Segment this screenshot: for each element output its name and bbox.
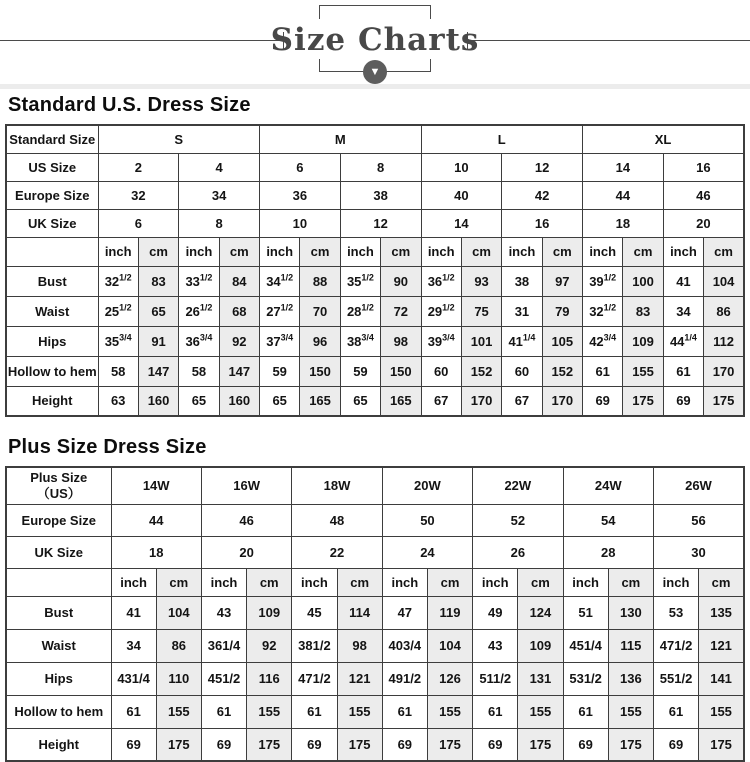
measure-cell: 551/2 (653, 662, 698, 695)
size-group-cell: L (421, 125, 583, 153)
measure-cell: 150 (300, 356, 340, 386)
measure-cell: 175 (608, 728, 653, 761)
measure-cell: 155 (156, 695, 201, 728)
measure-cell: 43 (201, 596, 246, 629)
measure-cell: $37^{3/4}$ (260, 326, 300, 356)
measure-cell: $41^{1/4}$ (502, 326, 542, 356)
measure-cell: 155 (699, 695, 744, 728)
measure-cell: 65 (179, 386, 219, 416)
measure-cell: 104 (427, 629, 472, 662)
corner-label-line: （US） (36, 485, 81, 501)
measure-cell: $35^{1/2}$ (340, 266, 380, 296)
measure-cell: 31 (502, 296, 542, 326)
fraction-superscript: 1/2 (442, 272, 455, 283)
size-cell: 8 (340, 153, 421, 181)
size-cell: 50 (382, 504, 472, 536)
measure-cell: 61 (292, 695, 337, 728)
size-cell: 14 (583, 153, 664, 181)
measure-cell: 69 (292, 728, 337, 761)
unit-header-cell: inch (583, 237, 623, 266)
measure-cell: 104 (704, 266, 744, 296)
unit-header-cell: inch (201, 568, 246, 596)
measure-cell: 130 (608, 596, 653, 629)
fraction-superscript: 1/2 (361, 302, 374, 313)
measure-cell: 403/4 (382, 629, 427, 662)
corner-label-line: Standard Size (9, 131, 96, 147)
size-cell: 20 (201, 536, 291, 568)
measure-cell: $29^{1/2}$ (421, 296, 461, 326)
unit-header-cell: inch (98, 237, 138, 266)
measure-cell: 124 (518, 596, 563, 629)
measure-cell: 45 (292, 596, 337, 629)
unit-header-cell: inch (563, 568, 608, 596)
unit-header-cell: inch (179, 237, 219, 266)
measure-cell: 88 (300, 266, 340, 296)
unit-header-cell: inch (340, 237, 380, 266)
unit-header-cell: cm (247, 568, 292, 596)
measure-cell: 175 (247, 728, 292, 761)
measure-cell: 65 (138, 296, 178, 326)
measure-cell: 101 (461, 326, 501, 356)
unit-header-cell: cm (156, 568, 201, 596)
measure-cell: 91 (138, 326, 178, 356)
unit-header-cell: cm (461, 237, 501, 266)
measure-cell: 69 (563, 728, 608, 761)
measure-cell: 43 (473, 629, 518, 662)
measure-cell: 152 (461, 356, 501, 386)
measure-cell: $35^{3/4}$ (98, 326, 138, 356)
measure-cell: 115 (608, 629, 653, 662)
row-label: Height (6, 386, 98, 416)
measure-cell: 100 (623, 266, 663, 296)
measure-cell: 70 (300, 296, 340, 326)
size-group-cell: 18W (292, 467, 382, 504)
plus-size-table (5, 466, 745, 762)
measure-cell: 69 (382, 728, 427, 761)
measure-cell: 175 (427, 728, 472, 761)
measure-cell: 92 (219, 326, 259, 356)
measure-cell: 471/2 (292, 662, 337, 695)
measure-cell: 170 (704, 356, 744, 386)
measure-cell: 155 (608, 695, 653, 728)
row-label: Hollow to hem (6, 356, 98, 386)
measure-cell: 83 (623, 296, 663, 326)
fraction-superscript: 1/2 (280, 302, 294, 313)
size-group-cell: 22W (473, 467, 563, 504)
measure-cell: 51 (563, 596, 608, 629)
row-label: Hips (6, 662, 111, 695)
measure-cell: 67 (421, 386, 461, 416)
size-group-cell: 16W (201, 467, 291, 504)
measure-cell: 160 (219, 386, 259, 416)
measure-cell: $34^{1/2}$ (260, 266, 300, 296)
measure-cell: 531/2 (563, 662, 608, 695)
measure-cell: 175 (623, 386, 663, 416)
measure-cell: 451/4 (563, 629, 608, 662)
measure-cell: 63 (98, 386, 138, 416)
size-cell: 42 (502, 181, 583, 209)
size-cell: 44 (111, 504, 201, 536)
size-cell: 24 (382, 536, 472, 568)
measure-cell: $39^{3/4}$ (421, 326, 461, 356)
measure-cell: 141 (699, 662, 744, 695)
size-cell: 12 (502, 153, 583, 181)
size-charts-banner (0, 0, 750, 84)
fraction-superscript: 1/2 (199, 272, 213, 283)
measure-cell: $32^{1/2}$ (98, 266, 138, 296)
measure-cell: 69 (653, 728, 698, 761)
size-cell: 52 (473, 504, 563, 536)
size-cell: 22 (292, 536, 382, 568)
size-cell: 32 (98, 181, 179, 209)
measure-cell: 155 (623, 356, 663, 386)
size-cell: 10 (260, 209, 341, 237)
fraction-superscript: 1/2 (119, 302, 132, 313)
measure-cell: 431/4 (111, 662, 156, 695)
measure-cell: 155 (518, 695, 563, 728)
measure-cell: 109 (247, 596, 292, 629)
unit-header-cell: inch (502, 237, 542, 266)
measure-cell: 361/4 (201, 629, 246, 662)
measure-cell: 90 (381, 266, 421, 296)
measure-cell: 135 (699, 596, 744, 629)
fraction-superscript: 3/4 (280, 332, 294, 343)
size-cell: 16 (502, 209, 583, 237)
size-cell: 34 (179, 181, 260, 209)
unit-header-cell: cm (300, 237, 340, 266)
page-title: Size Charts (270, 22, 480, 58)
measure-cell: 98 (337, 629, 382, 662)
unit-header-cell: cm (608, 568, 653, 596)
measure-cell: 41 (111, 596, 156, 629)
measure-cell: 126 (427, 662, 472, 695)
measure-cell: 61 (201, 695, 246, 728)
fraction-superscript: 1/2 (119, 272, 132, 283)
size-group-cell: 20W (382, 467, 472, 504)
measure-cell: 147 (219, 356, 259, 386)
measure-cell: 58 (179, 356, 219, 386)
size-cell: 18 (583, 209, 664, 237)
unit-row-blank-cell (6, 237, 98, 266)
size-group-cell: S (98, 125, 260, 153)
measure-cell: 175 (337, 728, 382, 761)
measure-cell: $27^{1/2}$ (260, 296, 300, 326)
size-cell: 40 (421, 181, 502, 209)
measure-cell: 84 (219, 266, 259, 296)
unit-header-cell: cm (219, 237, 259, 266)
measure-cell: 491/2 (382, 662, 427, 695)
measure-cell: $36^{1/2}$ (421, 266, 461, 296)
measure-cell: 109 (518, 629, 563, 662)
measure-cell: 38 (502, 266, 542, 296)
measure-cell: 72 (381, 296, 421, 326)
size-cell: 20 (663, 209, 744, 237)
size-cell: 54 (563, 504, 653, 536)
measure-cell: 104 (156, 596, 201, 629)
measure-cell: 155 (247, 695, 292, 728)
unit-header-cell: inch (421, 237, 461, 266)
unit-header-cell: cm (699, 568, 744, 596)
measure-cell: 61 (653, 695, 698, 728)
size-cell: 28 (563, 536, 653, 568)
measure-cell: 86 (704, 296, 744, 326)
unit-header-cell: cm (542, 237, 582, 266)
unit-header-cell: cm (704, 237, 744, 266)
size-cell: 18 (111, 536, 201, 568)
measure-cell: 98 (381, 326, 421, 356)
corner-label (6, 467, 111, 504)
measure-cell: $36^{3/4}$ (179, 326, 219, 356)
measure-cell: 175 (704, 386, 744, 416)
measure-cell: 155 (337, 695, 382, 728)
measure-cell: 471/2 (653, 629, 698, 662)
measure-cell: $25^{1/2}$ (98, 296, 138, 326)
size-cell: 36 (260, 181, 341, 209)
unit-header-cell: inch (260, 237, 300, 266)
measure-cell: $44^{1/4}$ (663, 326, 703, 356)
standard-section-heading: Standard U.S. Dress Size (8, 94, 251, 116)
row-label: Height (6, 728, 111, 761)
corner-label-line: Plus Size (30, 469, 88, 485)
size-cell: 6 (260, 153, 341, 181)
fraction-superscript: 3/4 (603, 332, 617, 343)
measure-cell: 136 (608, 662, 653, 695)
measure-cell: 170 (542, 386, 582, 416)
fraction-superscript: 1/4 (684, 332, 697, 343)
fraction-superscript: 3/4 (199, 332, 213, 343)
measure-cell: 67 (502, 386, 542, 416)
banner-top-bracket (319, 5, 431, 19)
size-cell: 14 (421, 209, 502, 237)
measure-cell: 451/2 (201, 662, 246, 695)
measure-cell: 49 (473, 596, 518, 629)
row-label: Waist (6, 629, 111, 662)
measure-cell: 381/2 (292, 629, 337, 662)
measure-cell: 155 (427, 695, 472, 728)
measure-cell: 61 (663, 356, 703, 386)
measure-cell: 92 (247, 629, 292, 662)
size-cell: 46 (201, 504, 291, 536)
size-group-cell: 24W (563, 467, 653, 504)
size-cell: 30 (653, 536, 744, 568)
unit-header-cell: cm (138, 237, 178, 266)
size-group-cell: XL (583, 125, 745, 153)
size-cell: 38 (340, 181, 421, 209)
measure-cell: 131 (518, 662, 563, 695)
size-group-cell: 14W (111, 467, 201, 504)
measure-cell: $39^{1/2}$ (583, 266, 623, 296)
measure-cell: 112 (704, 326, 744, 356)
row-label: Europe Size (6, 504, 111, 536)
measure-cell: 53 (653, 596, 698, 629)
size-cell: 4 (179, 153, 260, 181)
size-group-cell: M (260, 125, 422, 153)
measure-cell: 96 (300, 326, 340, 356)
measure-cell: 116 (247, 662, 292, 695)
measure-cell: $33^{1/2}$ (179, 266, 219, 296)
measure-cell: 61 (382, 695, 427, 728)
fraction-superscript: 3/4 (119, 332, 132, 343)
size-cell: 44 (583, 181, 664, 209)
row-label: Europe Size (6, 181, 98, 209)
size-cell: 46 (663, 181, 744, 209)
fraction-superscript: 1/2 (603, 272, 617, 283)
measure-cell: 175 (699, 728, 744, 761)
unit-row-blank-cell (6, 568, 111, 596)
unit-header-cell: inch (663, 237, 703, 266)
fraction-superscript: 3/4 (442, 332, 455, 343)
size-cell: 10 (421, 153, 502, 181)
measure-cell: 165 (300, 386, 340, 416)
row-label: UK Size (6, 536, 111, 568)
measure-cell: 75 (461, 296, 501, 326)
plus-section-heading: Plus Size Dress Size (8, 436, 207, 458)
measure-cell: $32^{1/2}$ (583, 296, 623, 326)
measure-cell: 34 (111, 629, 156, 662)
size-cell: 26 (473, 536, 563, 568)
measure-cell: 110 (156, 662, 201, 695)
measure-cell: 65 (260, 386, 300, 416)
measure-cell: 109 (623, 326, 663, 356)
measure-cell: 105 (542, 326, 582, 356)
measure-cell: $28^{1/2}$ (340, 296, 380, 326)
size-group-cell: 26W (653, 467, 744, 504)
size-cell: 6 (98, 209, 179, 237)
unit-header-cell: inch (653, 568, 698, 596)
measure-cell: 59 (340, 356, 380, 386)
measure-cell: 93 (461, 266, 501, 296)
measure-cell: 61 (583, 356, 623, 386)
measure-cell: 69 (111, 728, 156, 761)
row-label: Bust (6, 596, 111, 629)
measure-cell: 79 (542, 296, 582, 326)
size-cell: 56 (653, 504, 744, 536)
size-cell: 48 (292, 504, 382, 536)
unit-header-cell: cm (427, 568, 472, 596)
measure-cell: 121 (699, 629, 744, 662)
size-cell: 16 (663, 153, 744, 181)
measure-cell: $38^{3/4}$ (340, 326, 380, 356)
measure-cell: 69 (663, 386, 703, 416)
row-label: Waist (6, 296, 98, 326)
measure-cell: 83 (138, 266, 178, 296)
measure-cell: 165 (381, 386, 421, 416)
measure-cell: 68 (219, 296, 259, 326)
row-label: Bust (6, 266, 98, 296)
measure-cell: 61 (563, 695, 608, 728)
row-label: Hollow to hem (6, 695, 111, 728)
measure-cell: 34 (663, 296, 703, 326)
measure-cell: 86 (156, 629, 201, 662)
measure-cell: 47 (382, 596, 427, 629)
measure-cell: 511/2 (473, 662, 518, 695)
unit-header-cell: inch (111, 568, 156, 596)
row-label: Hips (6, 326, 98, 356)
chevron-down-icon: ▼ (363, 60, 387, 84)
measure-cell: 69 (201, 728, 246, 761)
measure-cell: 69 (583, 386, 623, 416)
measure-cell: 170 (461, 386, 501, 416)
measure-cell: 58 (98, 356, 138, 386)
measure-cell: $42^{3/4}$ (583, 326, 623, 356)
unit-header-cell: cm (381, 237, 421, 266)
measure-cell: 150 (381, 356, 421, 386)
measure-cell: 41 (663, 266, 703, 296)
measure-cell: $26^{1/2}$ (179, 296, 219, 326)
size-cell: 8 (179, 209, 260, 237)
measure-cell: 65 (340, 386, 380, 416)
measure-cell: 60 (421, 356, 461, 386)
measure-cell: 147 (138, 356, 178, 386)
corner-label (6, 125, 98, 153)
standard-size-table (5, 124, 745, 417)
measure-cell: 175 (518, 728, 563, 761)
fraction-superscript: 1/2 (280, 272, 294, 283)
unit-header-cell: inch (382, 568, 427, 596)
measure-cell: 97 (542, 266, 582, 296)
fraction-superscript: 1/2 (603, 302, 617, 313)
unit-header-cell: inch (292, 568, 337, 596)
unit-header-cell: cm (518, 568, 563, 596)
unit-header-cell: inch (473, 568, 518, 596)
measure-cell: 175 (156, 728, 201, 761)
size-cell: 2 (98, 153, 179, 181)
measure-cell: 61 (111, 695, 156, 728)
unit-header-cell: cm (337, 568, 382, 596)
row-label: UK Size (6, 209, 98, 237)
measure-cell: 60 (502, 356, 542, 386)
fraction-superscript: 3/4 (361, 332, 374, 343)
size-cell: 12 (340, 209, 421, 237)
row-label: US Size (6, 153, 98, 181)
fraction-superscript: 1/2 (442, 302, 455, 313)
measure-cell: 121 (337, 662, 382, 695)
measure-cell: 59 (260, 356, 300, 386)
measure-cell: 61 (473, 695, 518, 728)
fraction-superscript: 1/2 (199, 302, 213, 313)
measure-cell: 152 (542, 356, 582, 386)
measure-cell: 69 (473, 728, 518, 761)
measure-cell: 119 (427, 596, 472, 629)
fraction-superscript: 1/2 (361, 272, 374, 283)
measure-cell: 114 (337, 596, 382, 629)
fraction-superscript: 1/4 (522, 332, 536, 343)
unit-header-cell: cm (623, 237, 663, 266)
measure-cell: 160 (138, 386, 178, 416)
